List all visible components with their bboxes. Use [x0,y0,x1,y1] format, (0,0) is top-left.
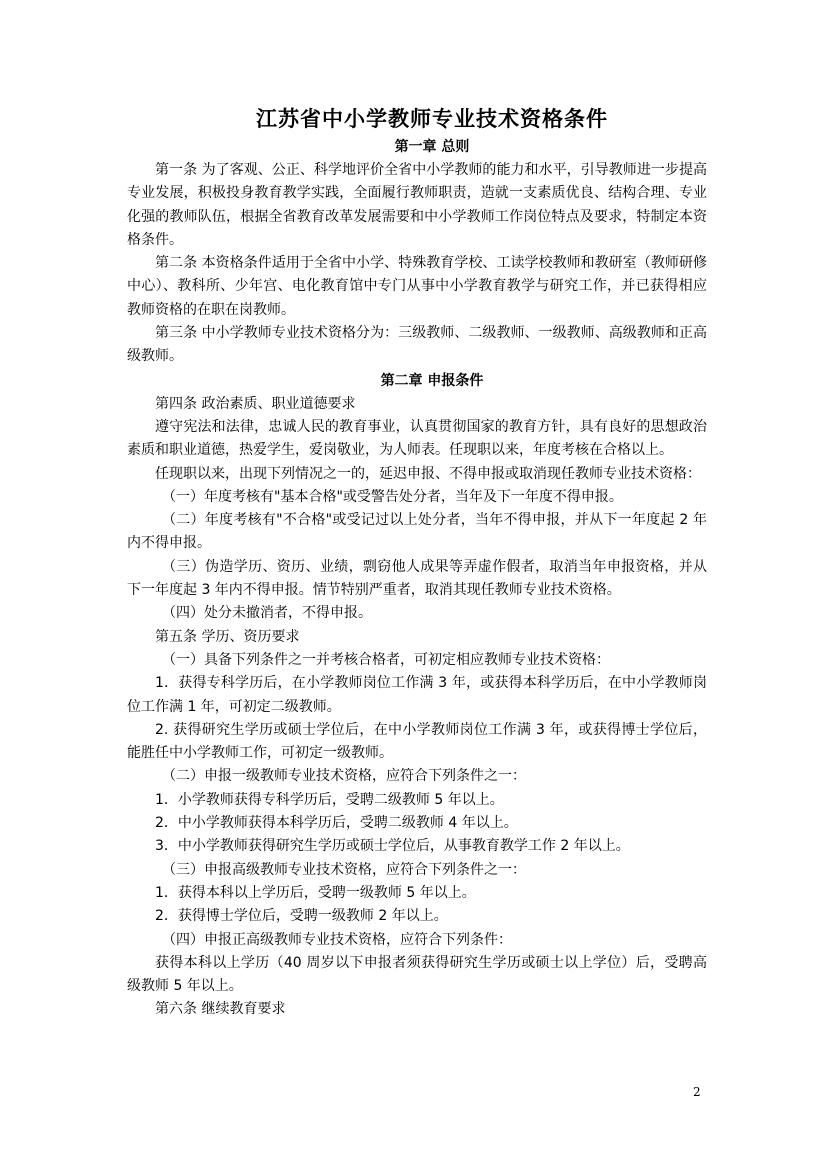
paragraph: 任现职以来，出现下列情况之一的，延迟申报、不得申报或取消现任教师专业技术资格： [155,465,701,482]
paragraph: （三）申报高级教师专业技术资格，应符合下列条件之一： [162,861,526,878]
paragraph: （一）具备下列条件之一并考核合格者，可初定相应教师专业技术资格： [162,651,610,668]
paragraph: 第三条 中小学教师专业技术资格分为：三级教师、二级教师、一级教师、高级教师和正高级教师。 [127,325,707,365]
article-heading: 第六条 继续教育要求 [155,1001,286,1018]
paragraph: 1．获得专科学历后，在小学教师岗位工作满 3 年，或获得本科学历后，在中小学教师岗位工作满 1 年，可初定二级教师。 [127,675,707,715]
list-item: 1．获得本科以上学历后，受聘一级教师 5 年以上。 [155,884,476,901]
paragraph: 遵守宪法和法律，忠诚人民的教育事业，认真贯彻国家的教育方针，具有良好的思想政治素质和职业道德，热爱学生，爱岗敬业，为人师表。任现职以来，年度考核在合格以上。 [127,418,707,459]
paragraph: 2. 获得研究生学历或硕士学位后，在中小学教师岗位工作满 3 年，或获得博士学位后，能胜任中小学教师工作，可初定一级教师。 [127,721,707,762]
page-number: 2 [693,1085,701,1099]
paragraph: （四）处分未撤消者，不得申报。 [162,605,372,622]
paragraph: （一）年度考核有"基本合格"或受警告处分者，当年及下一年度不得申报。 [162,488,623,505]
list-item: 1．小学教师获得专科学历后，受聘二级教师 5 年以上。 [155,791,504,808]
document-body [127,103,707,1022]
list-item: 3．中小学教师获得研究生学历或硕士学位后，从事教育教学工作 2 年以上。 [155,838,630,855]
article-heading: 第四条 政治素质、职业道德要求 [155,395,356,412]
paragraph: （二）年度考核有"不合格"或受记过以上处分者，当年不得申报，并从下一年度起 2 年内不得申报。 [127,512,707,552]
paragraph: （四）申报正高级教师专业技术资格，应符合下列条件： [162,931,512,948]
paragraph: （二）申报一级教师专业技术资格，应符合下列条件之一： [162,768,526,785]
chapter-heading: 第二章 申报条件 [380,372,484,389]
article-heading: 第五条 学历、资历要求 [155,628,300,645]
chapter-heading: 第一章 总则 [394,139,470,155]
list-item: 2．获得博士学位后，受聘一级教师 2 年以上。 [155,908,448,925]
paragraph: 第二条 本资格条件适用于全省中小学、特殊教育学校、工读学校教师和教研室（教师研修中心）、教科所、少年宫、电化教育馆中专门从事中小学教育教学与研究工作，并已获得相应教师资格的在职在岗教师。 [127,255,707,318]
document-title: 江苏省中小学教师专业技术资格条件 [256,106,608,131]
paragraph: 获得本科以上学历（40 周岁以下申报者须获得研究生学历或硕士以上学位）后，受聘高级教师 5 年以上。 [127,954,707,995]
paragraph: （三）伪造学历、资历、业绩，剽窃他人成果等弄虚作假者，取消当年申报资格，并从下一年度起 3 年内不得申报。情节特别严重者，取消其现任教师专业技术资格。 [127,558,707,599]
paragraph: 第一条 为了客观、公正、科学地评价全省中小学教师的能力和水平，引导教师进一步提高专业发展，积极投身教育教学实践，全面履行教师职责，造就一支素质优良、结构合理、专业化强的教师队伍，根据全省教育改革发展需要和中小学教师工作岗位特点及要求，特制定本资格条件。 [127,162,707,248]
list-item: 2．中小学教师获得本科学历后，受聘二级教师 4 年以上。 [155,815,518,832]
